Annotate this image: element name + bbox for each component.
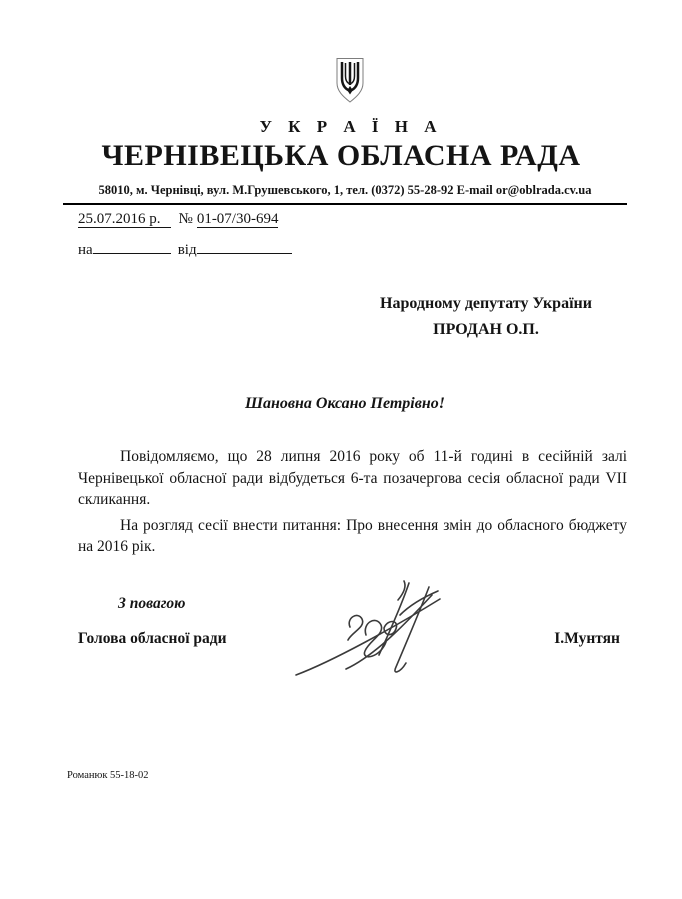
body-paragraph-2: На розгляд сесії внести питання: Про внесення змін до обласного бюджету на 2016 рік. [78, 516, 627, 555]
recipient-title: Народному депутату України [380, 295, 592, 312]
letterhead-divider [63, 203, 627, 205]
body-paragraph-1: Повідомляємо, що 28 липня 2016 року об 11-й годині в сесійній залі Чернівецької обласної ради відбудеться 6-та позачергова сесія обласної ради VII скликання. [78, 448, 627, 508]
reply-reference-line [78, 238, 292, 259]
reply-from-blank [197, 238, 292, 254]
reply-to-blank [93, 238, 171, 254]
address-line: 58010, м. Чернівці, вул. М.Грушевського, 1, тел. (0372) 55-28-92 E-mail or@oblrada.cv.ua [98, 183, 592, 197]
handwritten-signature-icon [288, 573, 468, 683]
trident-base-diamond [347, 86, 353, 95]
letter-number: 01-07/30-694 [196, 211, 279, 227]
recipient-name: ПРОДАН О.П. [433, 321, 539, 338]
signer-title: Голова обласної ради [78, 630, 227, 647]
reply-to-label: на [78, 242, 93, 258]
closing-respect: З повагою [118, 595, 186, 612]
executor-note: Романюк 55-18-02 [67, 770, 149, 781]
letter-body [78, 446, 627, 562]
letter-date: 25.07.2016 р. [78, 211, 171, 228]
reply-from-label: від [177, 242, 197, 258]
recipient-block [370, 291, 602, 343]
reference-line [78, 211, 278, 228]
salutation: Шановна Оксано Петрівно! [244, 395, 446, 412]
organization-name: ЧЕРНІВЕЦЬКА ОБЛАСНА РАДА [101, 139, 581, 172]
number-sign: № [178, 211, 193, 227]
country-name: У К Р А Ї Н А [259, 117, 443, 136]
ukraine-trident-icon [332, 57, 368, 107]
signer-name: І.Мунтян [554, 630, 620, 647]
